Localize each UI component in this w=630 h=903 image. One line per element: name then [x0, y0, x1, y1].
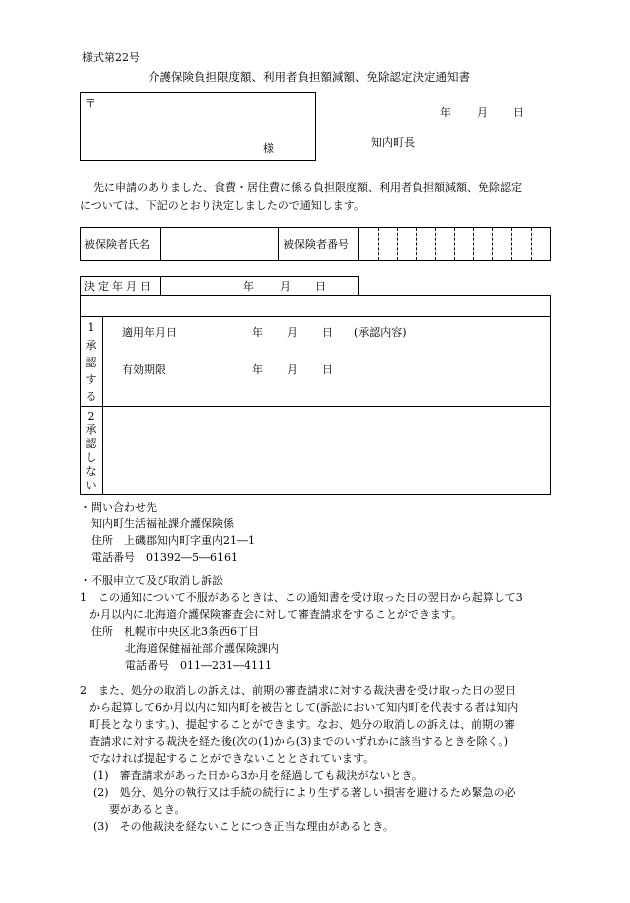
approve-label-1: 1	[87, 321, 95, 334]
reject-label-6: い	[85, 479, 97, 492]
date-year: 年	[440, 106, 451, 119]
reject-label-4: し	[85, 451, 97, 464]
honorific: 様	[263, 142, 274, 155]
appeal-sub-2-cont: 要があるとき。	[109, 803, 186, 816]
approve-label-3: 認	[85, 356, 97, 369]
valid-month: 月	[287, 363, 298, 376]
apply-date-label: 適用年月日	[122, 326, 177, 339]
valid-day: 日	[322, 363, 333, 376]
approval-content-label: (承認内容)	[354, 326, 407, 339]
decision-month: 月	[280, 280, 291, 293]
postal-mark: 〒	[85, 97, 96, 110]
appeal-item1-line2: か月以内に北海道介護保険審査会に対して審査請求をすることができます。	[89, 608, 463, 621]
contact-phone: 電話番号 01392―5―6161	[91, 551, 238, 564]
issuer: 知内町長	[371, 136, 415, 149]
intro-line-1: 先に申請のありました、食費・居住費に係る負担限度額、利用者負担額減額、免除認定	[93, 181, 522, 194]
reject-label-2: 承	[85, 423, 97, 436]
appeal-item2-line1: 2 また、処分の取消しの訴えは、前期の審査請求に対する裁決書を受け取った日の翌日	[80, 684, 516, 697]
decision-day: 日	[315, 280, 326, 293]
appeal-phone: 電話番号 011―231―4111	[125, 659, 272, 672]
appeal-item2-line4: 査請求に対する裁決を経た後(次の(1)から(3)までのいずれかに該当するときを除く。)	[89, 735, 509, 748]
intro-line-2: については、下記のとおり決定しましたので通知します。	[80, 199, 365, 212]
contact-address: 住所 上磯郡知内町字重内21―1	[91, 534, 255, 547]
apply-day: 日	[322, 326, 333, 339]
approve-label-5: る	[85, 390, 97, 403]
insured-number-label: 被保険者番号	[283, 238, 349, 251]
approve-label-2: 承	[85, 339, 97, 352]
appeal-item2-line3: 町長となります。)、提起することができます。なお、処分の取消しの訴えは、前期の審	[89, 718, 516, 731]
address-box	[80, 92, 316, 161]
reject-label-5: な	[85, 465, 97, 478]
appeal-item2-line5: でなければ提起することができないこととされています。	[89, 752, 375, 765]
decision-body	[80, 295, 551, 495]
contact-heading: ・問い合わせ先	[80, 501, 157, 514]
form-number: 様式第22号	[82, 51, 140, 64]
approve-label-4: す	[85, 373, 97, 386]
appeal-sub-2: (2) 処分、処分の執行又は手続の続行により生ずる著しい損害を避けるため緊急の必	[93, 786, 516, 799]
appeal-sub-3: (3) その他裁決を経ないことにつき正当な理由があるとき。	[93, 820, 394, 833]
insured-name-label: 被保険者氏名	[84, 238, 150, 251]
appeal-item2-line2: から起算して6か月以内に知内町を被告として(訴訟において知内町を代表する者は知内	[89, 701, 519, 714]
document-title: 介護保険負担限度額、利用者負担額減額、免除認定決定通知書	[148, 70, 470, 84]
decision-date-label: 決定年月日	[84, 280, 154, 293]
appeal-address: 住所 札幌市中央区北3条西6丁目	[91, 625, 259, 638]
decision-year: 年	[243, 280, 254, 293]
apply-year: 年	[252, 326, 263, 339]
reject-label-1: 2	[87, 410, 95, 423]
appeal-sub-1: (1) 審査請求があった日から3か月を経過しても裁決がないとき。	[93, 769, 424, 782]
apply-month: 月	[287, 326, 298, 339]
appeal-dept: 北海道保健福祉部介護保険課内	[125, 642, 279, 655]
date-day: 日	[513, 106, 524, 119]
valid-period-label: 有効期限	[122, 363, 166, 376]
appeal-heading: ・不服申立て及び取消し訴訟	[80, 574, 223, 587]
appeal-item1-line1: 1 この通知について不服があるときは、この通知書を受け取った日の翌日から起算して3	[80, 591, 523, 604]
date-month: 月	[477, 106, 488, 119]
contact-dept: 知内町生活福祉課介護保険係	[91, 517, 234, 530]
reject-label-3: 認	[85, 437, 97, 450]
valid-year: 年	[252, 363, 263, 376]
